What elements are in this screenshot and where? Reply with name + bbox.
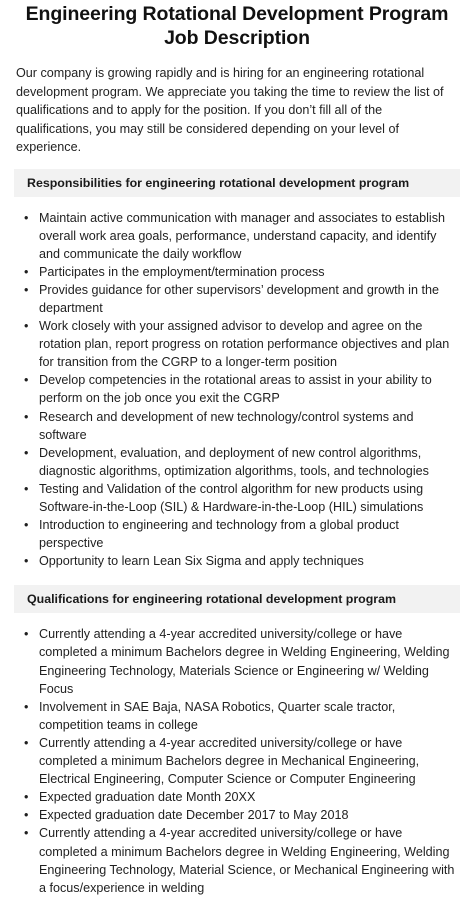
responsibility-item	[24, 552, 460, 570]
bullet-icon: •	[24, 808, 29, 823]
qualification-item	[24, 698, 460, 734]
bullet-icon: •	[24, 518, 29, 533]
responsibility-item	[24, 209, 460, 263]
bullet-icon: •	[24, 627, 29, 642]
bullet-icon: •	[24, 373, 29, 388]
responsibility-text: Develop competencies in the rotational areas to assist in your ability to perform on the job once you exit the CGRP	[39, 373, 432, 406]
responsibility-text: Participates in the employment/termination process	[39, 264, 325, 279]
responsibility-text: Work closely with your assigned advisor to develop and agree on the rotation plan, report progress on rotation performance objectives and plan for transition from the CGRP to a longer-term position	[39, 319, 450, 370]
responsibility-text: Opportunity to learn Lean Six Sigma and apply techniques	[39, 554, 364, 569]
bullet-icon: •	[24, 282, 29, 297]
responsibilities-heading: Responsibilities for engineering rotational development program	[14, 169, 460, 197]
responsibility-item	[24, 371, 460, 407]
qualification-text: Currently attending a 4-year accredited university/college or have completed a minimum Bachelors degree in Welding Engineering, Welding Engineering Technology, Materials Science or Engineering w/ Welding Focus	[39, 627, 450, 696]
responsibility-text: Maintain active communication with manager and associates to establish overall work area goals, performance, understand capacity, and identify and communicate the daily workflow	[39, 210, 446, 261]
page-title	[14, 0, 460, 50]
bullet-icon: •	[24, 210, 29, 225]
qualification-item	[24, 625, 460, 697]
bullet-icon: •	[24, 445, 29, 460]
qualification-text: Currently attending a 4-year accredited university/college or have completed a minimum Bachelors degree in Mechanical Engineering, Electrical Engineering, Computer Science or Computer Engineering	[39, 735, 420, 787]
page-title-line-2: Job Description	[164, 27, 310, 49]
qualifications-heading: Qualifications for engineering rotational development program	[14, 585, 460, 613]
bullet-icon: •	[24, 699, 29, 714]
bullet-icon: •	[24, 826, 29, 841]
bullet-icon: •	[24, 790, 29, 805]
bullet-icon: •	[24, 481, 29, 496]
responsibility-text: Provides guidance for other supervisors’ development and growth in the department	[39, 282, 439, 315]
responsibility-item	[24, 480, 460, 516]
qualification-item	[24, 788, 460, 806]
qualification-item	[24, 806, 460, 824]
responsibility-item	[24, 444, 460, 480]
bullet-icon: •	[24, 264, 29, 279]
responsibility-item	[24, 516, 460, 552]
responsibility-text: Introduction to engineering and technology from a global product perspective	[39, 518, 399, 551]
bullet-icon: •	[24, 319, 29, 334]
intro-paragraph: Our company is growing rapidly and is hiring for an engineering rotational development program. We appreciate you taking the time to review the list of qualifications and to apply for the position. If you don’t fill all of the qualifications, you may still be considered depending on your level of experience.	[16, 66, 444, 154]
bullet-icon: •	[24, 735, 29, 750]
qualification-text: Currently attending a 4-year accredited university/college or have completed a minimum Bachelors degree in Welding Engineering, Welding Engineering Technology, Material Science, or Mechanical Engineering with a focus/experience in welding	[39, 826, 455, 895]
responsibility-item	[24, 263, 460, 281]
bullet-icon: •	[24, 409, 29, 424]
responsibility-item	[24, 281, 460, 317]
responsibilities-list	[14, 209, 460, 571]
responsibility-text: Research and development of new technology/control systems and software	[39, 409, 414, 442]
responsibility-item	[24, 408, 460, 444]
page-title-line-1: Engineering Rotational Development Program	[25, 3, 449, 25]
qualification-item	[24, 824, 460, 896]
responsibility-text: Testing and Validation of the control algorithm for new products using Software-in-the-Loop (SIL) & Hardware-in-the-Loop (HIL) simulations	[39, 481, 424, 514]
qualification-text: Involvement in SAE Baja, NASA Robotics, Quarter scale tractor, competition teams in college	[39, 699, 396, 732]
qualification-text: Expected graduation date December 2017 to May 2018	[39, 808, 349, 823]
responsibility-text: Development, evaluation, and deployment of new control algorithms, diagnostic algorithms, optimization algorithms, tools, and technologies	[39, 445, 429, 478]
qualifications-list	[14, 625, 460, 896]
qualification-item	[24, 734, 460, 788]
qualification-text: Expected graduation date Month 20XX	[39, 790, 256, 805]
bullet-icon: •	[24, 554, 29, 569]
responsibility-item	[24, 317, 460, 371]
